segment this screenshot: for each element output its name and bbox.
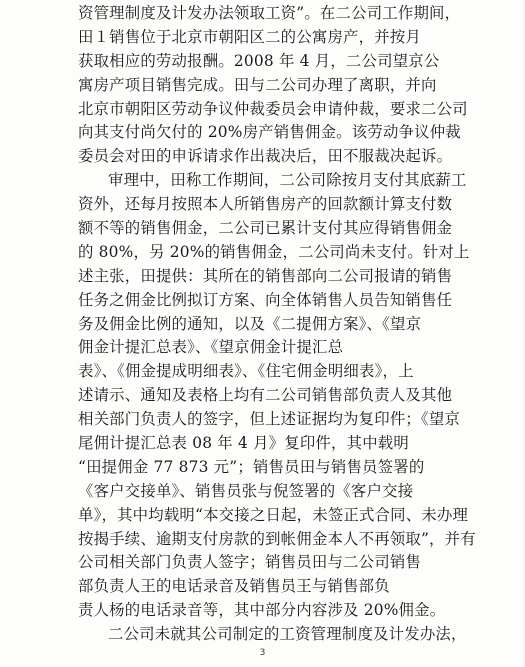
text-line: 额不等的销售佣金，二公司已累计支付其应得销售佣金 [78, 219, 453, 238]
text-line: 资外，还每月按照本人所销售房产的回款额计算支付数 [78, 195, 453, 214]
text-line: “田提佣金 77 873 元”；销售员田与销售员签署的 [78, 457, 425, 476]
scan-edge [521, 0, 525, 667]
text-line: 相关部门负责人的签字，但上述证据均为复印件；《望京 [78, 410, 461, 429]
text-line: 二公司未就其公司制定的工资管理制度及计发办法， [108, 625, 467, 644]
text-line: 述请示、通知及表格上均有二公司销售部负责人及其他 [78, 386, 453, 405]
text-line: 尾佣计提汇总表 08 年 4 月》复印件，其中载明 [78, 434, 409, 453]
text-line: 部负责人王的电话录音及销售员王与销售部负 [78, 577, 390, 596]
text-line: 单》，其中均载明“本交接之日起，未签正式合同、未办理 [78, 505, 469, 524]
text-line: 的 80%，另 20%的销售佣金，二公司尚未支付。针对上 [78, 242, 470, 261]
text-line: 资管理制度及计发办法领取工资”。在二公司工作期间， [78, 4, 461, 22]
page-number: 3 [259, 648, 266, 658]
text-line: 北京市朝阳区劳动争议仲裁委员会申请仲裁，要求二公司 [78, 99, 468, 118]
text-line: 按揭手续、逾期支付房款的到帐佣金本人不再领取”，并有 [78, 529, 476, 548]
text-line: 审理中，田称工作期间，二公司除按月支付其底薪工 [108, 171, 467, 190]
text-line: 公司相关部门负责人签字；销售员田与二公司销售 [78, 553, 421, 572]
text-line: 述主张，田提供：其所在的销售部向二公司报请的销售 [78, 266, 453, 285]
text-line: 田１销售位于北京市朝阳区二的公寓房产，并按月 [78, 27, 421, 46]
text-line: 表》、《佣金提成明细表》、《住宅佣金明细表》，上 [78, 362, 414, 381]
text-line: 向其支付尚欠付的 20%房产销售佣金。该劳动争议仲裁 [78, 123, 461, 142]
document-body [78, 2, 516, 647]
text-line: 寓房产项目销售完成。田与二公司办理了离职，并向 [78, 75, 437, 94]
text-line: 委员会对田的申诉请求作出裁决后，田不服裁决起诉。 [78, 147, 453, 166]
text-line: 《客户交接单》、销售员张与倪签署的《客户交接 [78, 481, 414, 500]
text-line: 务及佣金比例的通知，以及《二提佣方案》、《望京 [78, 314, 422, 333]
text-line: 责人杨的电话录音等，其中部分内容涉及 20%佣金。 [78, 601, 446, 620]
text-line: 获取相应的劳动报酬。2008 年 4 月，二公司望京公 [78, 51, 440, 70]
text-line: 任务之佣金比例拟订方案、向全体销售人员告知销售任 [78, 290, 453, 309]
text-line: 佣金计提汇总表》、《望京佣金计提汇总 [78, 338, 344, 357]
